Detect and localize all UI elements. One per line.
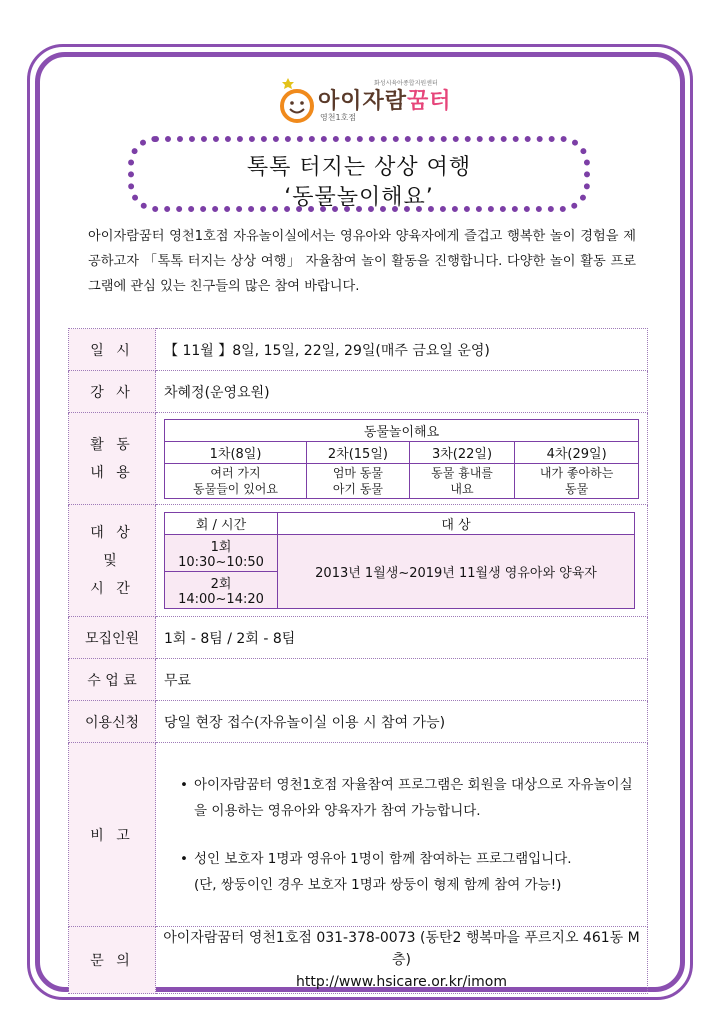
- label-activity-1: 활 동: [90, 436, 134, 453]
- logo: [278, 72, 478, 132]
- note-item: [180, 772, 633, 824]
- info-table: [68, 328, 648, 994]
- value-recruit: 1회 - 8팀 / 2회 - 8팀: [156, 617, 648, 659]
- row-notes: [69, 743, 648, 927]
- inquiry-url[interactable]: http://www.hsicare.or.kr/imom: [295, 974, 508, 990]
- title-box: [128, 136, 590, 212]
- label-activity-2: 내 용: [90, 464, 134, 481]
- activity-cell: [156, 413, 648, 505]
- note-text: (단, 쌍둥이인 경우 보호자 1명과 쌍둥이 형제 함께 참여 가능!): [194, 876, 562, 893]
- logo-sub: 영천1호점: [320, 113, 357, 122]
- label-date: 일 시: [69, 329, 156, 371]
- inquiry-cell: [156, 927, 648, 994]
- row-apply: [69, 701, 648, 743]
- row-recruit: [69, 617, 648, 659]
- session-round: 3차(22일): [409, 441, 514, 463]
- row-target: [69, 505, 648, 617]
- note-text: 성인 보호자 1명과 영유아 1명이 함께 참여하는 프로그램입니다.: [194, 850, 572, 867]
- label-target-1: 대 상: [90, 524, 134, 541]
- activity-header: 동물놀이해요: [165, 419, 639, 441]
- slot-1: [165, 535, 278, 572]
- label-target: [69, 505, 156, 617]
- session-content-line: 아기 동물: [332, 481, 384, 496]
- label-notes: 비 고: [69, 743, 156, 927]
- value-instructor: 차혜정(운영요원): [156, 371, 648, 413]
- slot-1-name: 1회: [210, 540, 232, 555]
- smiley-logo-icon: [278, 76, 316, 124]
- target-cell: [156, 505, 648, 617]
- logo-text-a: 아이자람: [318, 89, 408, 114]
- slot-2-time: 14:00~14:20: [178, 592, 264, 607]
- notes-cell: [156, 743, 648, 927]
- session-content: [409, 463, 514, 498]
- row-instructor: [69, 371, 648, 413]
- session-content: [165, 463, 307, 498]
- session-round: 1차(8일): [165, 441, 307, 463]
- session-content-line: 내요: [450, 481, 474, 496]
- session-content-line: 여러 가지: [210, 465, 261, 480]
- row-date: [69, 329, 648, 371]
- label-target-3: 시 간: [90, 580, 134, 597]
- label-target-2: 및: [103, 552, 121, 569]
- label-fee: 수 업 료: [69, 659, 156, 701]
- activity-table: [164, 419, 639, 499]
- notes-list: [170, 772, 633, 898]
- session-content-line: 동물 흉내를: [431, 465, 493, 480]
- value-fee: 무료: [156, 659, 648, 701]
- session-round: 4차(29일): [515, 441, 639, 463]
- inquiry-line1: 아이자람꿈터 영천1호점 031-378-0073 (동탄2 행복마을 푸르지오 461동 M층): [163, 930, 640, 968]
- title-line1: 톡톡 터지는 상상 여행: [246, 155, 472, 180]
- label-apply: 이용신청: [69, 701, 156, 743]
- label-recruit: 모집인원: [69, 617, 156, 659]
- row-activity: [69, 413, 648, 505]
- row-inquiry: [69, 927, 648, 994]
- slot-1-time: 10:30~10:50: [178, 555, 264, 570]
- note-text: 아이자람꿈터 영천1호점 자율참여 프로그램은 회원을 대상으로 자유놀이실을 이용하는 영유아와 양육자가 참여 가능합니다.: [194, 776, 633, 819]
- logo-tag: 화성시육아종합지원센터: [374, 80, 438, 87]
- title-line2: ‘동물놀이해요’: [284, 185, 434, 210]
- slot-2: [165, 572, 278, 609]
- session-content: [515, 463, 639, 498]
- label-instructor: 강 사: [69, 371, 156, 413]
- row-fee: [69, 659, 648, 701]
- label-inquiry: 문 의: [69, 927, 156, 994]
- session-content-line: 엄마 동물: [332, 465, 384, 480]
- bullet: •: [180, 776, 188, 793]
- target-text: 2013년 1월생~2019년 11월생 영유아와 양육자: [278, 535, 635, 609]
- intro-paragraph: 아이자람꿈터 영천1호점 자유놀이실에서는 영유아와 양육자에게 즐겁고 행복한 놀이 경험을 제공하고자 「톡톡 터지는 상상 여행」 자율참여 놀이 활동을 진행합니다. 다양한 놀이 활동 프로그램에 관심 있는 친구들의 많은 참여 바랍니다.: [88, 229, 636, 294]
- col-time-header: 회 / 시간: [165, 513, 278, 535]
- label-activity: [69, 413, 156, 505]
- bullet: •: [180, 850, 188, 867]
- logo-text-b: 꿈터: [407, 89, 452, 114]
- note-item: [194, 872, 633, 898]
- slot-2-name: 2회: [210, 577, 232, 592]
- session-content-line: 동물: [565, 481, 589, 496]
- logo-text: [318, 84, 452, 115]
- note-item: [180, 846, 633, 872]
- col-target-header: 대 상: [278, 513, 635, 535]
- value-apply: 당일 현장 접수(자유놀이실 이용 시 참여 가능): [156, 701, 648, 743]
- session-round: 2차(15일): [307, 441, 410, 463]
- session-content-line: 동물들이 있어요: [193, 481, 278, 496]
- session-content-line: 내가 좋아하는: [539, 465, 614, 480]
- value-date: 【 11월 】8일, 15일, 22일, 29일(매주 금요일 운영): [156, 329, 648, 371]
- target-table: [164, 512, 635, 609]
- session-content: [307, 463, 410, 498]
